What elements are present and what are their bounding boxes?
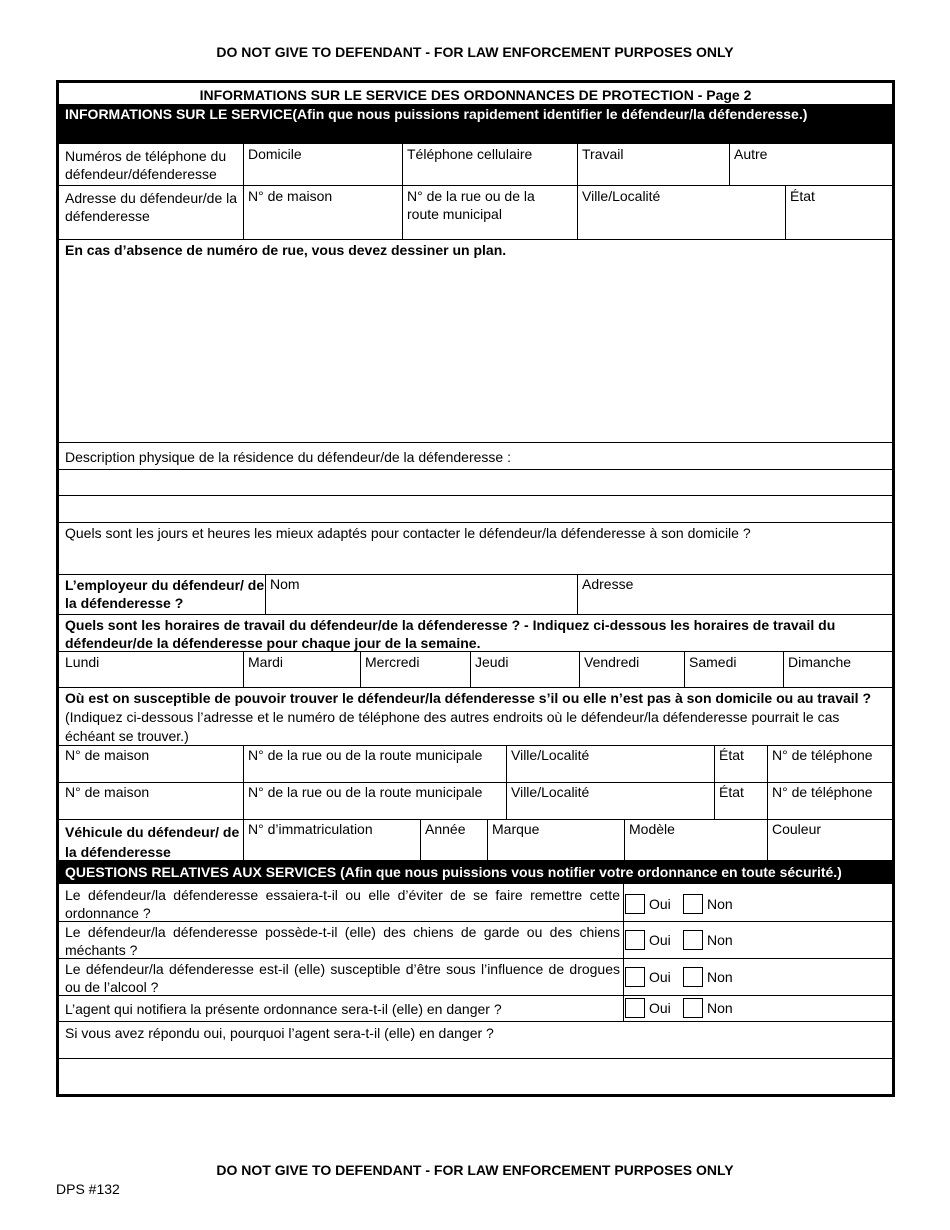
phones-label: Numéros de téléphone du défendeur/défenderesse xyxy=(65,148,227,182)
phone-other-label: Autre xyxy=(734,146,768,162)
question-substances-yes-label: Oui xyxy=(649,969,671,985)
vehicle-plate-label: N° d’immatriculation xyxy=(248,821,373,837)
vehicle-model-label: Modèle xyxy=(629,821,675,837)
other-2-city-label: Ville/Localité xyxy=(511,784,590,800)
question-dogs-no-label: Non xyxy=(707,932,733,948)
other-1-street-label: N° de la rue ou de la route municipale xyxy=(248,747,483,763)
map-instruction: En cas d’absence de numéro de rue, vous devez dessiner un plan. xyxy=(65,242,507,258)
danger-why-label: Si vous avez répondu oui, pourquoi l’agent sera-t-il (elle) en danger ? xyxy=(65,1025,494,1041)
header-top-warning: DO NOT GIVE TO DEFENDANT - FOR LAW ENFORCEMENT PURPOSES ONLY xyxy=(216,44,734,60)
day-thursday: Jeudi xyxy=(475,654,509,670)
form-frame xyxy=(56,80,895,1097)
form-number: DPS #132 xyxy=(56,1181,120,1197)
day-monday: Lundi xyxy=(65,654,100,670)
address-state-label: État xyxy=(790,188,815,204)
question-substances-no-checkbox[interactable] xyxy=(683,967,703,987)
address-city-label: Ville/Localité xyxy=(582,188,661,204)
service-info-bar: INFORMATIONS SUR LE SERVICE(Afin que nous puissions rapidement identifier le défendeur/la défenderesse.) xyxy=(59,104,892,144)
vehicle-color-label: Couleur xyxy=(772,821,822,837)
vehicle-make-label: Marque xyxy=(492,821,540,837)
question-officer-danger-no-label: Non xyxy=(707,1000,733,1016)
other-1-phone-label: N° de téléphone xyxy=(772,747,873,763)
question-avoid-service: Le défendeur/la défenderesse essaiera-t-il ou elle d’éviter de se faire remettre cette ordonnance ? xyxy=(65,887,620,921)
day-saturday: Samedi xyxy=(689,654,737,670)
question-dogs: Le défendeur/la défenderesse possède-t-il (elle) des chiens de garde ou des chiens méchants ? xyxy=(65,924,620,958)
day-wednesday: Mercredi xyxy=(365,654,420,670)
residence-description-line-1[interactable] xyxy=(59,470,892,495)
phone-cell-label: Téléphone cellulaire xyxy=(407,146,533,162)
address-house-label: N° de maison xyxy=(248,188,333,204)
other-2-house-label: N° de maison xyxy=(65,784,150,800)
question-substances: Le défendeur/la défenderesse est-il (elle) susceptible d’être sous l’influence de drogues ou de l’alcool ? xyxy=(65,961,620,995)
phone-home-label: Domicile xyxy=(248,146,302,162)
question-substances-yes-checkbox[interactable] xyxy=(625,967,645,987)
form-title: INFORMATIONS SUR LE SERVICE DES ORDONNANCES DE PROTECTION - Page 2 xyxy=(199,87,752,103)
question-officer-danger: L’agent qui notifiera la présente ordonnance sera-t-il (elle) en danger ? xyxy=(65,1001,502,1017)
contact-times-field[interactable] xyxy=(59,543,892,574)
employer-label: L’employeur du défendeur/ de la défenderesse ? xyxy=(65,577,265,611)
question-dogs-no-checkbox[interactable] xyxy=(683,930,703,950)
phone-work-label: Travail xyxy=(582,146,624,162)
question-substances-no-label: Non xyxy=(707,969,733,985)
danger-why-line-2[interactable] xyxy=(59,1059,892,1094)
question-avoid-service-yes-label: Oui xyxy=(649,896,671,912)
residence-description-line-2[interactable] xyxy=(59,496,892,522)
address-label: Adresse du défendeur/de la défenderesse xyxy=(65,190,238,224)
address-street-label: N° de la rue ou de la route municipal xyxy=(407,188,535,222)
day-sunday: Dimanche xyxy=(788,654,852,670)
vehicle-label: Véhicule du défendeur/ de la défenderesse xyxy=(65,824,240,860)
other-2-phone-label: N° de téléphone xyxy=(772,784,873,800)
vehicle-year-label: Année xyxy=(425,821,466,837)
question-officer-danger-yes-label: Oui xyxy=(649,1000,671,1016)
questions-bar: QUESTIONS RELATIVES AUX SERVICES (Afin que nous puissions vous notifier votre ordonnance en toute sécurité.) xyxy=(59,860,892,884)
employer-address-label: Adresse xyxy=(582,576,634,592)
map-drawing-area[interactable] xyxy=(59,259,892,442)
other-2-state-label: État xyxy=(719,784,744,800)
employer-name-label: Nom xyxy=(270,576,300,592)
other-places-question: Où est on susceptible de pouvoir trouver le défendeur/la défenderesse s’il ou elle n’est pas à son domicile ou au travail ? (Indiquez ci-dessous l’adresse et le numéro de téléphone des autres endroits où le défendeur/la défenderesse pourrait le cas échéant se trouver.) xyxy=(65,690,871,744)
header-bottom-warning: DO NOT GIVE TO DEFENDANT - FOR LAW ENFORCEMENT PURPOSES ONLY xyxy=(216,1162,734,1178)
other-1-city-label: Ville/Localité xyxy=(511,747,590,763)
work-hours-question: Quels sont les horaires de travail du défendeur/de la défenderesse ? - Indiquez ci-dessous les horaires de travail du défendeur/de la défenderesse pour chaque jour de la semaine. xyxy=(65,617,836,651)
question-avoid-service-no-checkbox[interactable] xyxy=(683,894,703,914)
question-officer-danger-no-checkbox[interactable] xyxy=(683,998,703,1018)
residence-description-label: Description physique de la résidence du défendeur/de la défenderesse : xyxy=(65,449,511,465)
day-friday: Vendredi xyxy=(584,654,640,670)
question-avoid-service-no-label: Non xyxy=(707,896,733,912)
question-avoid-service-yes-checkbox[interactable] xyxy=(625,894,645,914)
other-2-street-label: N° de la rue ou de la route municipale xyxy=(248,784,483,800)
day-tuesday: Mardi xyxy=(248,654,284,670)
contact-times-label: Quels sont les jours et heures les mieux adaptés pour contacter le défendeur/la défenderesse à son domicile ? xyxy=(65,525,751,541)
other-1-state-label: État xyxy=(719,747,744,763)
question-officer-danger-yes-checkbox[interactable] xyxy=(625,998,645,1018)
danger-why-line-1[interactable] xyxy=(59,1043,892,1058)
question-dogs-yes-checkbox[interactable] xyxy=(625,930,645,950)
question-dogs-yes-label: Oui xyxy=(649,932,671,948)
other-1-house-label: N° de maison xyxy=(65,747,150,763)
